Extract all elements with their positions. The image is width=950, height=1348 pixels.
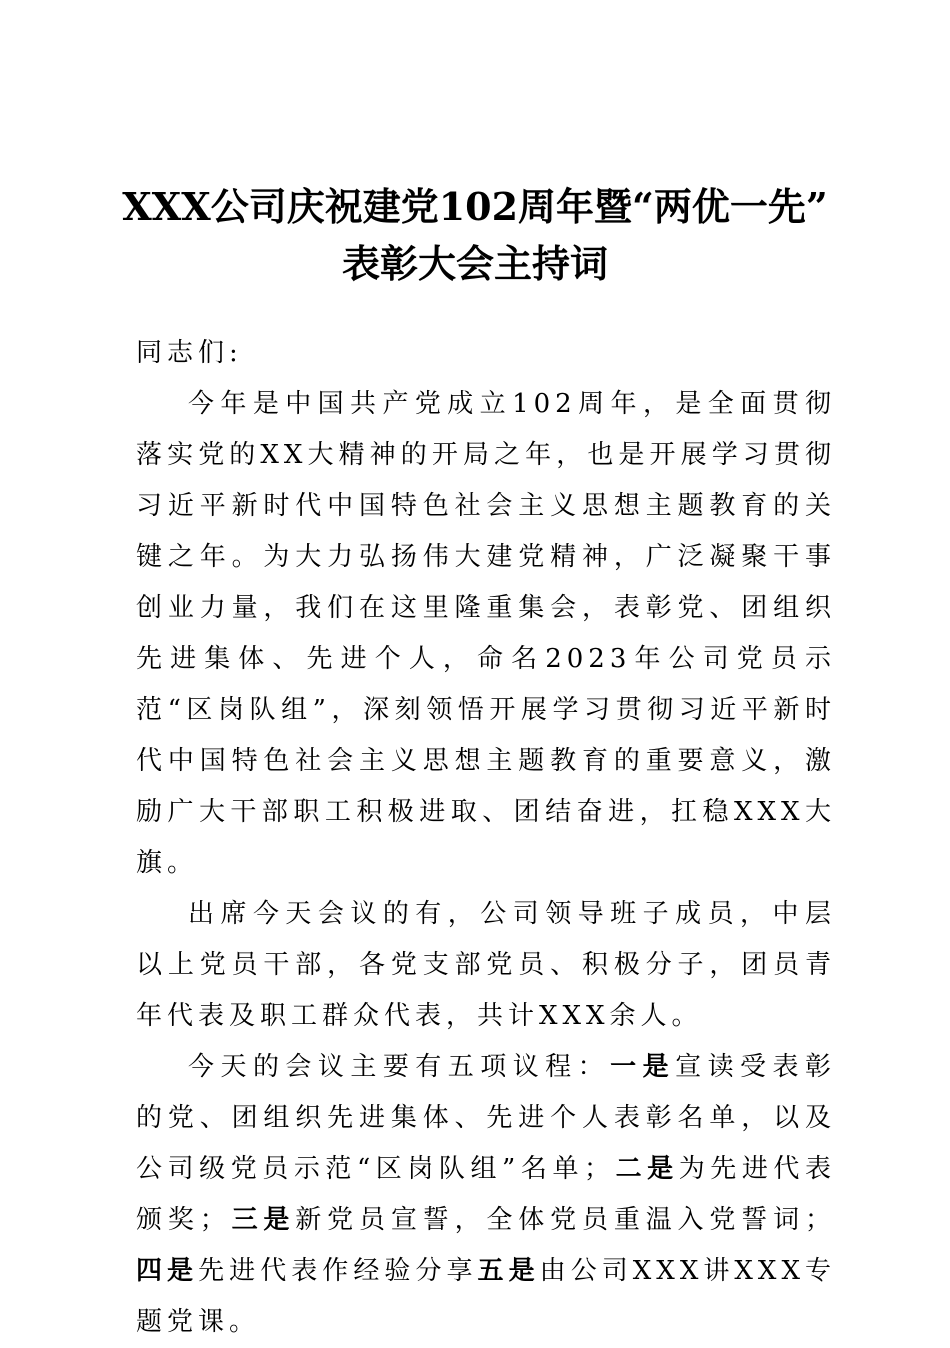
paragraph-intro: 今年是中国共产党成立102周年，是全面贯彻落实党的XX大精神的开局之年，也是开展学习贯彻习近平新时代中国特色社会主义思想主题教育的关键之年。为大力弘扬伟大建党精神，广泛凝聚干事创业力量，我们在这里隆重集会，表彰党、团组织先进集体、先进个人，命名2023年公司党员示范“区岗队组”，深刻领悟开展学习贯彻习近平新时代中国特色社会主义思想主题教育的重要意义，激励广大干部职工积极进取、团结奋进，扛稳XXX大旗。	[136, 389, 836, 878]
agenda-item-3: 新党员宣誓，全体党员重温入党誓词；	[295, 1205, 836, 1235]
title-line-2: 表彰大会主持词	[341, 241, 608, 286]
agenda-keyword-4: 四是	[136, 1256, 199, 1286]
agenda-keyword-5: 五是	[477, 1256, 540, 1286]
agenda-item-5: 由公司XXX讲XXX专题党课。	[136, 1256, 836, 1337]
agenda-keyword-1: 一是	[610, 1052, 676, 1082]
agenda-item-1: 宣读受表彰的党、团组织先进集体、先进个人表彰名单，以及公司级党员示范“区岗队组”名单；	[136, 1052, 836, 1184]
paragraph-agenda	[136, 1042, 836, 1348]
greeting: 同志们:	[136, 338, 243, 368]
agenda-keyword-2: 二是	[615, 1154, 679, 1184]
title-line-1: XXX公司庆祝建党102周年暨“两优一先”	[122, 184, 828, 229]
agenda-keyword-3: 三是	[230, 1205, 296, 1235]
document-body	[136, 328, 836, 1348]
agenda-item-2: 为先进代表颁奖；	[136, 1154, 836, 1235]
agenda-item-4: 先进代表作经验分享	[198, 1256, 478, 1286]
paragraph-attendees: 出席今天会议的有，公司领导班子成员，中层以上党员干部，各党支部党员、积极分子，团员青年代表及职工群众代表，共计XXX余人。	[136, 899, 836, 1031]
document-title	[0, 178, 950, 292]
agenda-intro: 今天的会议主要有五项议程：	[188, 1052, 611, 1082]
